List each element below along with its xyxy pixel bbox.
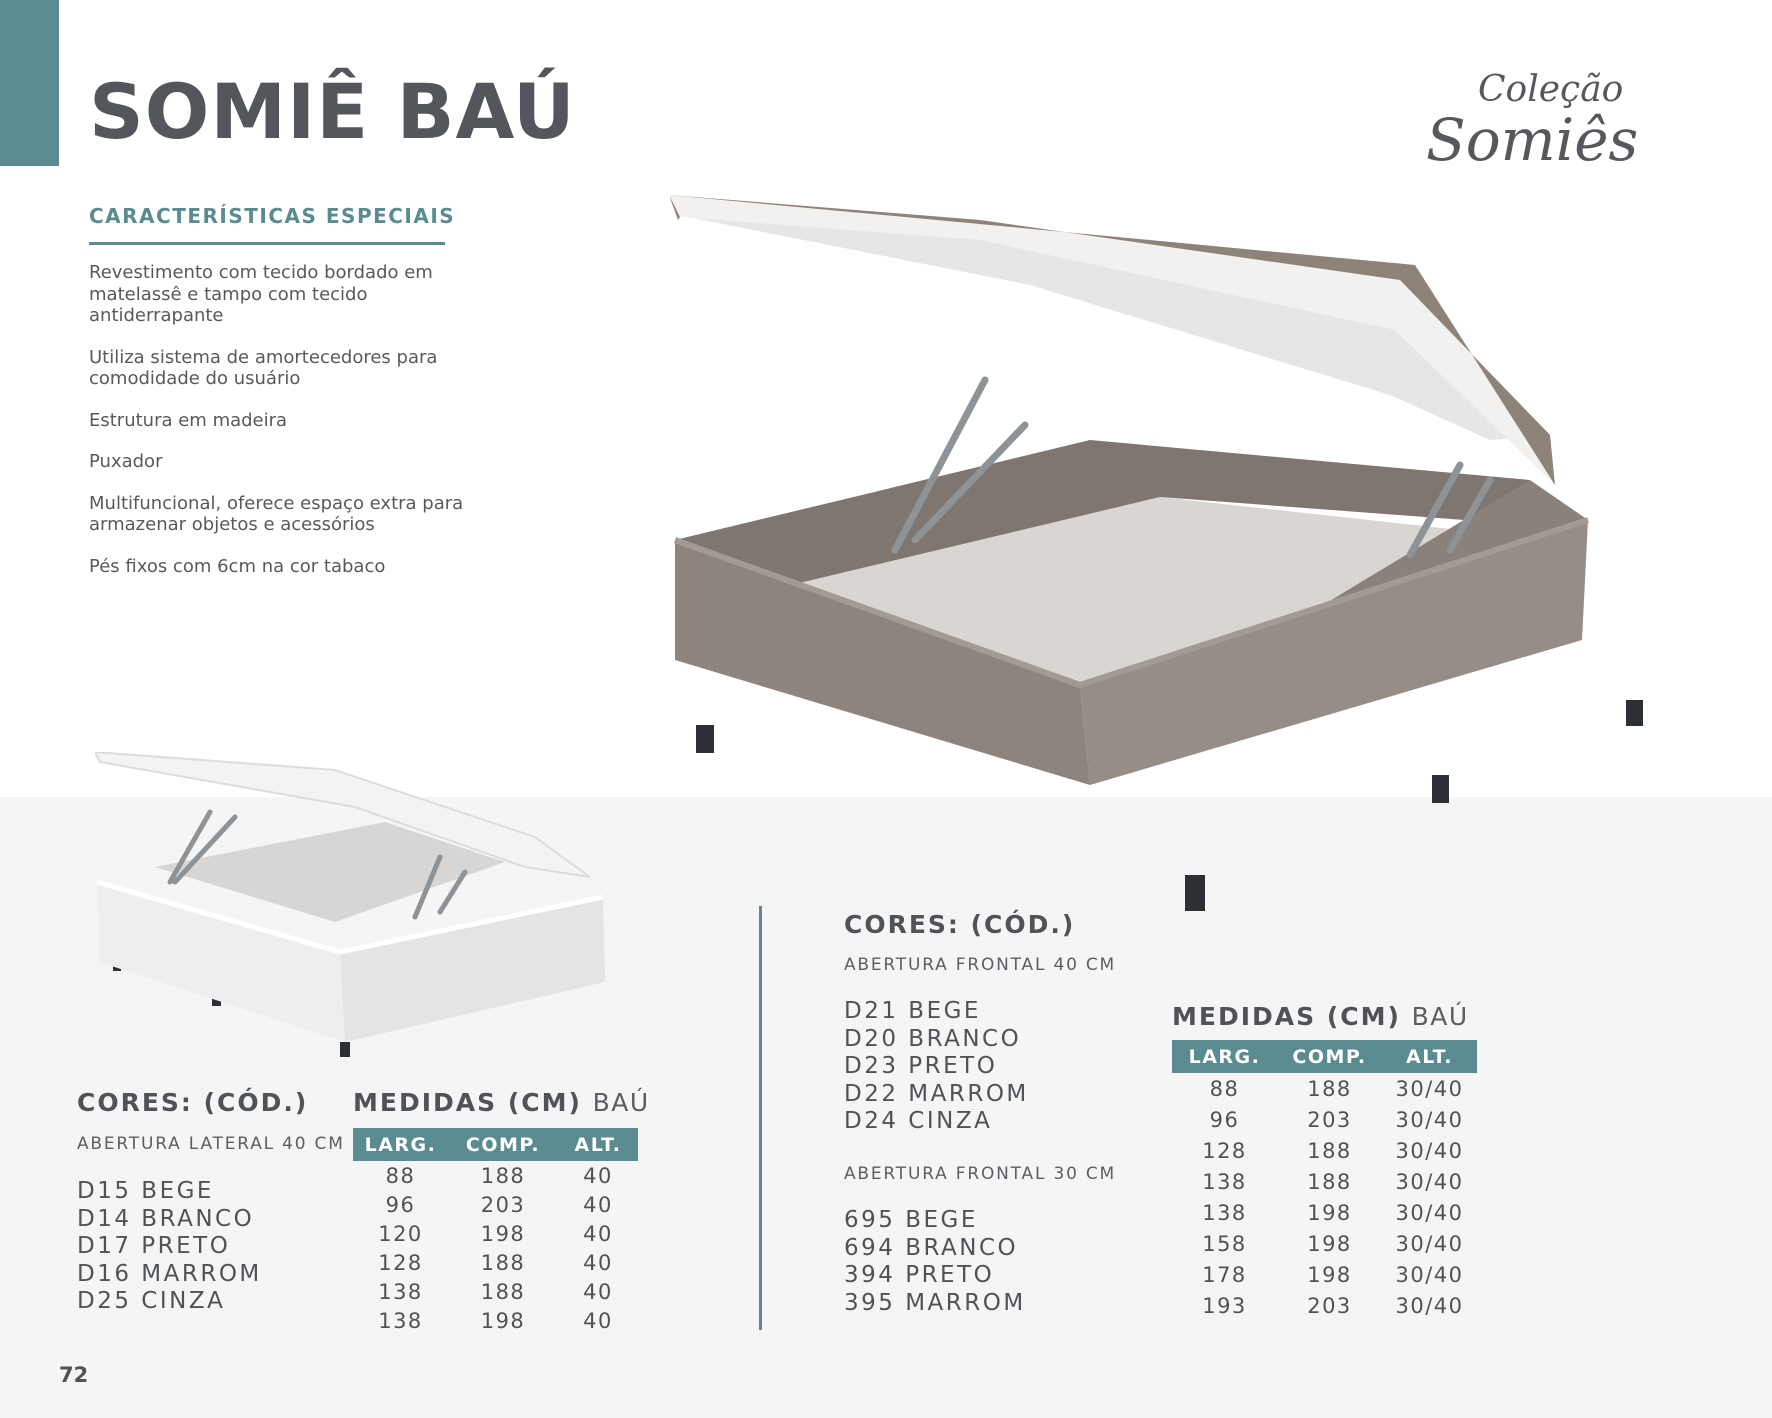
frontal-opening-30-label: ABERTURA FRONTAL 30 CM — [844, 1164, 1117, 1184]
table-cell: 138 — [1202, 1169, 1247, 1194]
color-code-item: D21 BEGE — [844, 998, 981, 1024]
measures-heading-bold: MEDIDAS (CM) — [353, 1088, 582, 1117]
table-cell: 30/40 — [1395, 1200, 1464, 1225]
table-row — [353, 1306, 638, 1335]
table-cell: 96 — [1209, 1107, 1240, 1132]
color-code-item: D22 MARROM — [844, 1080, 1029, 1107]
lateral-measures-table — [353, 1128, 638, 1335]
table-cell: 188 — [1307, 1076, 1352, 1101]
table-cell: 198 — [480, 1221, 526, 1246]
color-code-item: D17 PRETO — [77, 1233, 231, 1259]
measures-heading-light: BAÚ — [1411, 1002, 1469, 1031]
frontal-table-body — [1172, 1073, 1477, 1321]
table-cell: 30/40 — [1395, 1262, 1464, 1287]
table-cell: 40 — [583, 1221, 613, 1246]
table-cell: 138 — [378, 1308, 423, 1333]
table-row — [353, 1161, 638, 1190]
features-list — [89, 262, 469, 597]
table-cell: 198 — [1307, 1262, 1352, 1287]
table-row — [353, 1277, 638, 1306]
accent-bar — [0, 0, 59, 166]
table-cell: 30/40 — [1395, 1231, 1464, 1256]
feature-item: Revestimento com tecido bordado em matelassê e tampo com tecido antiderrapante — [89, 262, 433, 326]
frontal-30-color-list — [844, 1207, 1026, 1317]
table-cell: 193 — [1202, 1293, 1247, 1318]
color-code-item: 395 MARROM — [844, 1289, 1026, 1316]
column-header-length: COMP. — [1277, 1040, 1382, 1073]
color-code-item: D15 BEGE — [77, 1178, 214, 1204]
table-cell: 40 — [583, 1163, 613, 1188]
column-header-width: LARG. — [353, 1128, 448, 1161]
page-number: 72 — [59, 1363, 89, 1387]
feature-item: Pés fixos com 6cm na cor tabaco — [89, 555, 386, 577]
color-code-item: D14 BRANCO — [77, 1205, 255, 1232]
table-cell: 203 — [1307, 1293, 1352, 1318]
table-cell: 30/40 — [1395, 1169, 1464, 1194]
lateral-measures-heading — [353, 1088, 650, 1117]
table-cell: 188 — [1307, 1138, 1352, 1163]
table-cell: 30/40 — [1395, 1293, 1464, 1318]
table-cell: 40 — [583, 1279, 613, 1304]
table-header-row — [353, 1128, 638, 1161]
color-code-item: 695 BEGE — [844, 1207, 978, 1233]
table-cell: 40 — [583, 1192, 613, 1217]
table-cell: 120 — [378, 1221, 423, 1246]
frontal-measures-table — [1172, 1040, 1477, 1321]
table-cell: 188 — [1307, 1169, 1352, 1194]
table-header-row — [1172, 1040, 1477, 1073]
collection-logo — [1420, 60, 1680, 180]
feature-item: Utiliza sistema de amortecedores para comodidade do usuário — [89, 346, 438, 389]
table-row — [1172, 1104, 1477, 1135]
table-cell: 30/40 — [1395, 1138, 1464, 1163]
table-cell: 158 — [1202, 1231, 1247, 1256]
table-cell: 188 — [480, 1279, 526, 1304]
table-cell: 88 — [1209, 1076, 1240, 1101]
frontal-opening-40-label: ABERTURA FRONTAL 40 CM — [844, 955, 1117, 975]
color-code-item: D20 BRANCO — [844, 1025, 1022, 1052]
table-row — [1172, 1228, 1477, 1259]
table-cell: 188 — [480, 1250, 526, 1275]
frontal-colors-heading: CORES: (CÓD.) — [844, 910, 1076, 939]
feature-item: Estrutura em madeira — [89, 409, 288, 431]
collection-line1: Coleção — [1478, 69, 1624, 110]
table-cell: 203 — [480, 1192, 526, 1217]
feature-item: Multifuncional, oferece espaço extra para armazenar objetos e acessórios — [89, 492, 464, 535]
table-cell: 128 — [378, 1250, 423, 1275]
measures-heading-light: BAÚ — [592, 1088, 650, 1117]
table-cell: 198 — [480, 1308, 526, 1333]
page-title: SOMIÊ BAÚ — [89, 67, 576, 156]
table-cell: 188 — [480, 1163, 526, 1188]
lateral-color-list — [77, 1178, 262, 1316]
table-row — [1172, 1073, 1477, 1104]
bed-small-end-side — [340, 897, 605, 1042]
column-header-height: ALT. — [558, 1128, 638, 1161]
table-cell: 40 — [583, 1250, 613, 1275]
table-cell: 30/40 — [1395, 1076, 1464, 1101]
lateral-opening-label: ABERTURA LATERAL 40 CM — [77, 1134, 345, 1154]
column-header-height: ALT. — [1382, 1040, 1477, 1073]
table-cell: 198 — [1307, 1231, 1352, 1256]
table-cell: 96 — [385, 1192, 416, 1217]
color-code-item: D25 CINZA — [77, 1288, 226, 1314]
color-code-item: D16 MARROM — [77, 1260, 262, 1287]
table-row — [1172, 1290, 1477, 1321]
collection-line2: Somiês — [1426, 106, 1639, 174]
table-cell: 138 — [1202, 1200, 1247, 1225]
color-code-item: 394 PRETO — [844, 1262, 995, 1288]
column-header-length: COMP. — [448, 1128, 558, 1161]
table-row — [353, 1248, 638, 1277]
table-row — [1172, 1259, 1477, 1290]
features-heading: CARACTERÍSTICAS ESPECIAIS — [89, 204, 456, 228]
table-cell: 198 — [1307, 1200, 1352, 1225]
bed-large-image — [670, 195, 1690, 925]
column-header-width: LARG. — [1172, 1040, 1277, 1073]
color-code-item: D24 CINZA — [844, 1108, 993, 1134]
table-cell: 88 — [385, 1163, 416, 1188]
frontal-40-color-list — [844, 998, 1029, 1136]
table-row — [1172, 1135, 1477, 1166]
table-row — [1172, 1197, 1477, 1228]
table-cell: 138 — [378, 1279, 423, 1304]
table-row — [1172, 1166, 1477, 1197]
lateral-table-body — [353, 1161, 638, 1335]
measures-heading-bold: MEDIDAS (CM) — [1172, 1002, 1401, 1031]
table-cell: 40 — [583, 1308, 613, 1333]
features-divider — [89, 242, 445, 245]
color-code-item: D23 PRETO — [844, 1053, 998, 1079]
bed-small-image — [95, 752, 615, 1067]
color-code-item: 694 BRANCO — [844, 1234, 1019, 1261]
section-divider — [759, 906, 762, 1330]
table-row — [353, 1219, 638, 1248]
table-cell: 203 — [1307, 1107, 1352, 1132]
table-cell: 128 — [1202, 1138, 1247, 1163]
table-cell: 178 — [1202, 1262, 1247, 1287]
feature-item: Puxador — [89, 451, 163, 472]
frontal-measures-heading — [1172, 1002, 1469, 1031]
lateral-colors-heading: CORES: (CÓD.) — [77, 1088, 309, 1117]
table-row — [353, 1190, 638, 1219]
table-cell: 30/40 — [1395, 1107, 1464, 1132]
